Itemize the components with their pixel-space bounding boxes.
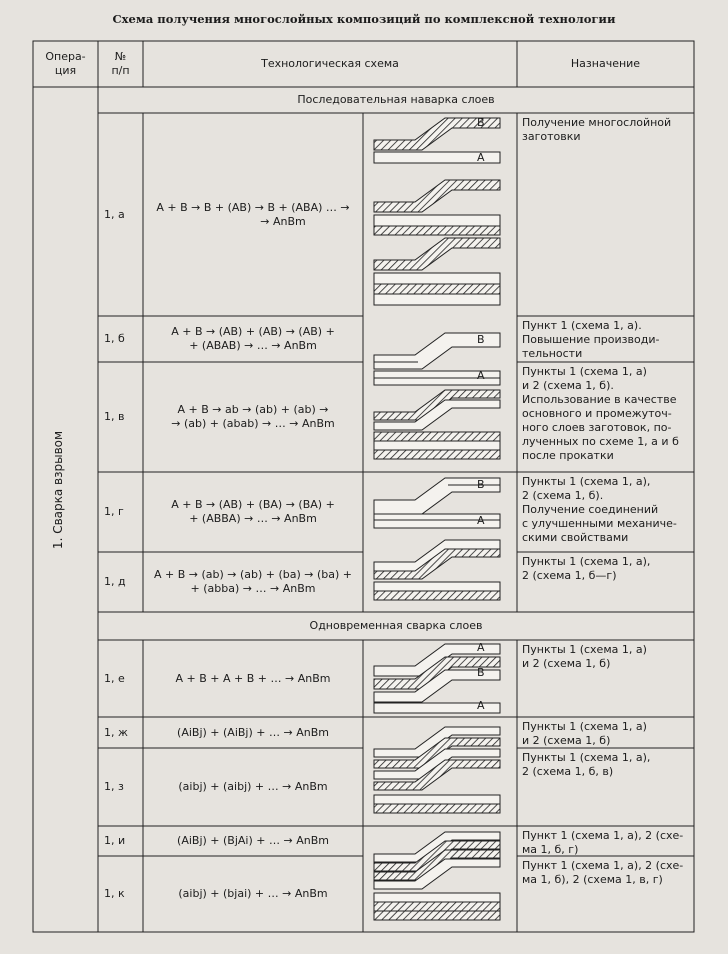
operation-label: 1. Сварка взрывом — [51, 430, 65, 550]
purpose-line: Пункты 1 (схема 1, а) — [522, 643, 647, 656]
row-number: 1, а — [104, 207, 125, 221]
layer-label-a: A — [477, 699, 485, 712]
row-purpose — [517, 826, 694, 856]
purpose-line: ного слоев заготовок, по- — [522, 421, 672, 434]
row-purpose — [517, 748, 694, 826]
row-purpose — [517, 472, 694, 552]
formula-line: A + B → (AB) + (BA) → (BA) + — [171, 498, 335, 511]
purpose-line: и 2 (схема 1, б) — [522, 734, 611, 747]
header-operation-line: ция — [54, 64, 77, 77]
purpose-line: Пункт 1 (схема 1, а). — [522, 319, 642, 332]
purpose-line: и 2 (схема 1, б) — [522, 657, 611, 670]
layer-label-b: B — [477, 333, 485, 346]
purpose-line: Пункты 1 (схема 1, а), — [522, 475, 651, 488]
purpose-line: Получение соединений — [522, 503, 659, 516]
purpose-line: Использование в качестве — [522, 393, 677, 406]
section-sequential: Последовательная наварка слоев — [297, 93, 495, 106]
header-number — [98, 41, 143, 87]
formula-line: (aibj) + (bjai) + … → AnBm — [178, 887, 328, 900]
row-purpose — [517, 316, 694, 362]
purpose-line: ма 1, б, г) — [522, 843, 579, 856]
formula-line: + (abba) → … → AnBm — [190, 582, 316, 595]
purpose-line: 2 (схема 1, б). — [522, 489, 604, 502]
scheme-1b-1v — [374, 333, 500, 459]
layer-label-b: B — [477, 666, 485, 679]
header-purpose: Назначение — [570, 57, 641, 70]
purpose-line: Пункты 1 (схема 1, а), — [522, 555, 651, 568]
row-purpose — [517, 717, 694, 748]
row-formula — [143, 856, 363, 932]
section-simultaneous: Одновременная сварка слоев — [309, 619, 483, 632]
formula-line: (aibj) + (aibj) + … → AnBm — [178, 780, 328, 793]
purpose-line: Повышение производи- — [522, 333, 660, 346]
header-scheme: Технологическая схема — [261, 57, 399, 70]
row-formula — [143, 362, 363, 472]
row-formula — [143, 748, 363, 826]
row-number: 1, д — [104, 575, 126, 588]
layer-label-a: A — [477, 151, 485, 164]
row-purpose — [517, 113, 694, 316]
purpose-line: тельности — [522, 347, 583, 360]
formula-line: A + B → (ab) → (ab) + (ba) → (ba) + — [153, 568, 353, 581]
purpose-line: 2 (схема 1, б—г) — [522, 569, 617, 582]
row-number: 1, и — [104, 834, 126, 847]
purpose-line: скими свойствами — [522, 531, 629, 544]
row-purpose — [517, 856, 694, 932]
formula-line: A + B → B + (AB) → B + (ABA) … → — [156, 200, 350, 214]
formula-line: (AiBj) + (AiBj) + … → AnBm — [177, 725, 329, 739]
formula-line: → AnBm — [260, 214, 306, 228]
formula-line: + (ABAB) → … → AnBm — [189, 339, 317, 352]
formula-line: A + B → ab → (ab) + (ab) → — [177, 403, 329, 416]
purpose-line: 2 (схема 1, б, в) — [522, 765, 614, 778]
row-number: 1, б — [104, 332, 125, 345]
row-formula — [143, 472, 363, 552]
row-number: 1, ж — [104, 725, 128, 739]
purpose-line: и 2 (схема 1, б). — [522, 379, 614, 392]
formula-line: + (ABBA) → … → AnBm — [189, 512, 317, 525]
formula-line: (AiBj) + (BjAi) + … → AnBm — [177, 834, 329, 847]
formula-line: A + B → (AB) + (AB) → (AB) + — [171, 325, 335, 338]
purpose-line: основного и промежуточ- — [522, 407, 672, 420]
row-purpose — [517, 640, 694, 717]
formula-line: A + B + A + B + … → AnBm — [175, 671, 331, 685]
row-formula — [143, 113, 363, 316]
purpose-line: после прокатки — [522, 449, 614, 462]
purpose-line: лученных по схеме 1, а и б — [522, 435, 679, 448]
purpose-line: Пункты 1 (схема 1, а) — [522, 365, 647, 378]
purpose-line: Пункт 1 (схема 1, а), 2 (схе- — [522, 829, 684, 842]
layer-label-a: A — [477, 369, 485, 382]
row-formula — [143, 552, 363, 612]
row-number: 1, з — [104, 780, 124, 793]
header-operation-line: Опера- — [45, 50, 86, 63]
row-purpose — [517, 552, 694, 612]
purpose-line: Пункты 1 (схема 1, а), — [522, 751, 651, 764]
row-number: 1, е — [104, 671, 125, 685]
row-formula — [143, 717, 363, 748]
row-formula — [143, 316, 363, 362]
header-number-line: № — [114, 50, 127, 63]
scheme-1i-1k — [374, 832, 500, 920]
header-operation — [33, 41, 98, 87]
purpose-line: с улучшенными механиче- — [522, 517, 677, 530]
table-title: Схема получения многослойных композиций по комплексной технологии — [112, 12, 616, 26]
purpose-line: Пункты 1 (схема 1, а) — [522, 720, 647, 733]
formula-line: → (ab) + (abab) → … → AnBm — [171, 417, 335, 430]
purpose-line: Получение многослойной — [522, 116, 672, 129]
layer-label-b: B — [477, 116, 485, 129]
layer-label-a: A — [477, 641, 485, 654]
layer-label-a: A — [477, 514, 485, 527]
row-number: 1, в — [104, 410, 125, 423]
row-formula — [143, 640, 363, 717]
purpose-line: ма 1, б), 2 (схема 1, в, г) — [522, 873, 663, 886]
purpose-line: Пункт 1 (схема 1, а), 2 (схе- — [522, 859, 684, 872]
header-number-line: п/п — [111, 64, 130, 77]
row-purpose — [517, 362, 694, 472]
scheme-1a — [374, 118, 500, 305]
row-formula — [143, 826, 363, 856]
purpose-line: заготовки — [522, 130, 581, 143]
row-number: 1, к — [104, 887, 125, 900]
layer-label-b: B — [477, 478, 485, 491]
row-number: 1, г — [104, 505, 124, 518]
scheme-1g-1d — [374, 478, 500, 600]
scheme-1zh-1z — [374, 727, 500, 813]
